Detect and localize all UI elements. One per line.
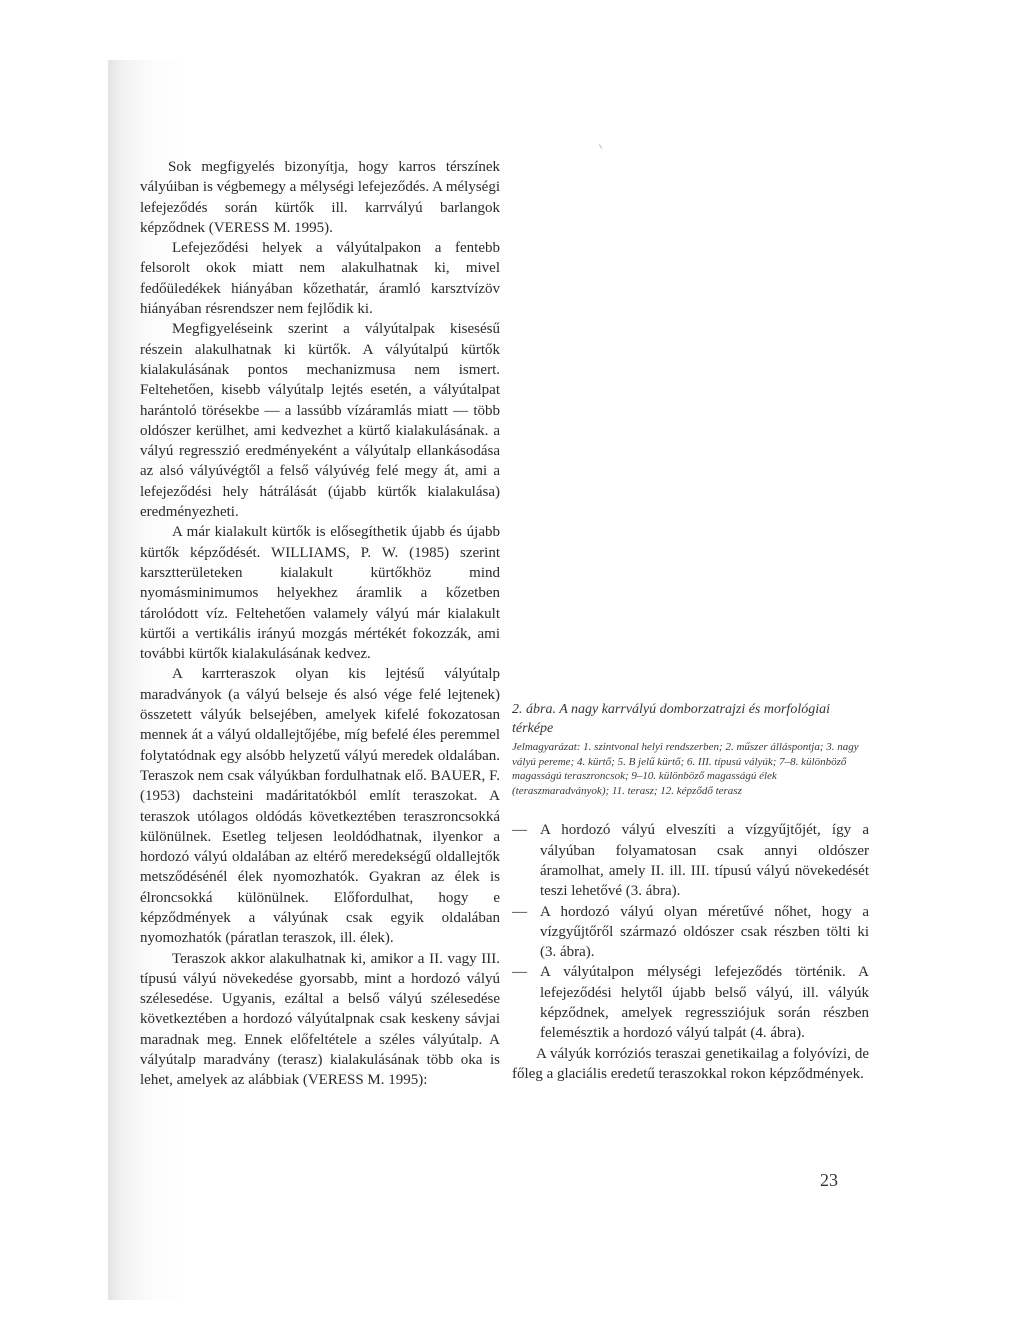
right-column: [512, 700, 869, 1084]
paragraph: Sok megfigyelés bizonyítja, hogy karros térszínek vályúiban is végbemegy a mélységi lefejeződés. A mélységi lefejeződés során kürtők ill. karrvályú barlangok képződnek (VERESS M. 1995).: [140, 159, 500, 236]
list-item-text: A vályútalpon mélységi lefejeződés történik. A lefejeződési helytől újabb belső vályú, ill. vályúk képződnek, amelyek regressziójuk során részben felemésztik a hordozó vályú talpát (4. ábra).: [540, 964, 869, 1042]
page-number: 23: [820, 1170, 838, 1190]
bullet-list: [512, 820, 869, 1043]
left-column: [140, 157, 500, 1091]
closing-paragraph: A vályúk korróziós teraszai genetikailag a folyóvízi, de főleg a glaciális eredetű teraszokkal rokon képződmények.: [512, 1045, 869, 1082]
dash-marker: —: [512, 903, 527, 920]
dash-marker: —: [512, 964, 527, 981]
figure-caption: 2. ábra. A nagy karrvályú domborzatrajzi és morfológiai térképe: [512, 702, 830, 736]
paragraph: Megfigyeléseink szerint a vályútalpak kisesésű részein alakulhatnak ki kürtők. A vályútalpú kürtők kialakulásának pontos mechanizmusa nem ismert. Feltehetően, kisebb vályútalp lejtés esetén, a vályútalpat harántoló törésekbe — a lassúbb vízáramlás miatt — több oldószer kerülhet, ami kedvezhet a kürtő kialakulásának. a vályú regresszió eredményeként a vályútalp ellankásodása az alsó vályúvégtől a felső vályúvég felé megy át, ami a lefejeződési hely hátrálását (újabb kürtők kialakulása) eredményezheti.: [140, 321, 500, 521]
list-item: [512, 962, 869, 1043]
list-item: [512, 902, 869, 963]
paragraph: Teraszok akkor alakulhatnak ki, amikor a II. vagy III. típusú vályú növekedése gyorsabb, mint a hordozó vályú szélesedése. Ugyanis, ezáltal a belső vályú szélesedése következtében a hordozó vályútalpnak csak keskeny sávjai maradnak meg. Ennek előfeltétele a széles vályútalp. A vályútalp maradvány (terasz) kialakulásának több oka is lehet, amelyek az alábbiak (VERESS M. 1995):: [140, 950, 500, 1089]
paragraph: A már kialakult kürtők is elősegíthetik újabb és újabb kürtők képződését. WILLIAMS, P. W. (1985) szerint karsztterületeken kialakult kürtőkhöz mind nyomásminimumos helyekhez áramlik a kőzetben tárolódott víz. Feltehetően valamely vályú már kialakult kürtői a vertikális irányú mozgás mértékét fokozzák, ami további kürtők kialakulásának kedvez.: [140, 524, 500, 663]
list-item: [512, 820, 869, 901]
list-item-text: A hordozó vályú elveszíti a vízgyűjtőjét, így a vályúban folyamatosan csak annyi oldószer áramolhat, amely II. ill. III. típusú vályú növekedését teszi lehetővé (3. ábra).: [540, 822, 869, 900]
paragraph: A karrteraszok olyan kis lejtésű vályútalp maradványok (a vályú belseje és alsó vége felé lejtenek) összetett vályúk belsejében, amelyek kifelé fokozatosan mennek át a vályú oldallejtőjébe, míg befelé éles peremmel folytatódnak egy alsóbb helyzetű vályú meredek oldalában. Teraszok nem csak vályúkban fordulhatnak elő. BAUER, F. (1953) dachsteini madáritatókból említ teraszokat. A teraszok utólagos oldódás következtében teraszroncsokká különülnek. Esetleg teljesen leoldódhatnak, ilyenkor a hordozó vályú oldalában az eltérő meredekségű oldallejtők metsződésénél élek nyomozhatók. Gyakran az élek is élroncsokká különülnek. Előfordulhat, hogy e képződmények a vályúnak csak egyik oldalában nyomozhatók (páratlan teraszok, ill. élek).: [140, 666, 500, 947]
figure-legend: Jelmagyarázat: 1. szintvonal helyi rendszerben; 2. műszer álláspontja; 3. nagy vályú pereme; 4. kürtő; 5. B jelű kürtő; 6. III. típusú vályúk; 7–8. különböző magasságú teraszroncsok; 9–10. különböző magasságú élek (teraszmaradványok); 11. terasz; 12. képződő terasz: [512, 741, 859, 797]
list-item-text: A hordozó vályú olyan méretűvé nőhet, hogy a vízgyűjtőről származó oldószer csak részben tölti ki (3. ábra).: [540, 903, 869, 961]
dash-marker: —: [512, 822, 527, 839]
paragraph: Lefejeződési helyek a vályútalpakon a fentebb felsorolt okok miatt nem alakulhatnak ki, mivel fedőüledékek hiányában kőzethatár, áramló karsztvízöv hiányában résrendszer nem fejlődik ki.: [140, 240, 500, 318]
